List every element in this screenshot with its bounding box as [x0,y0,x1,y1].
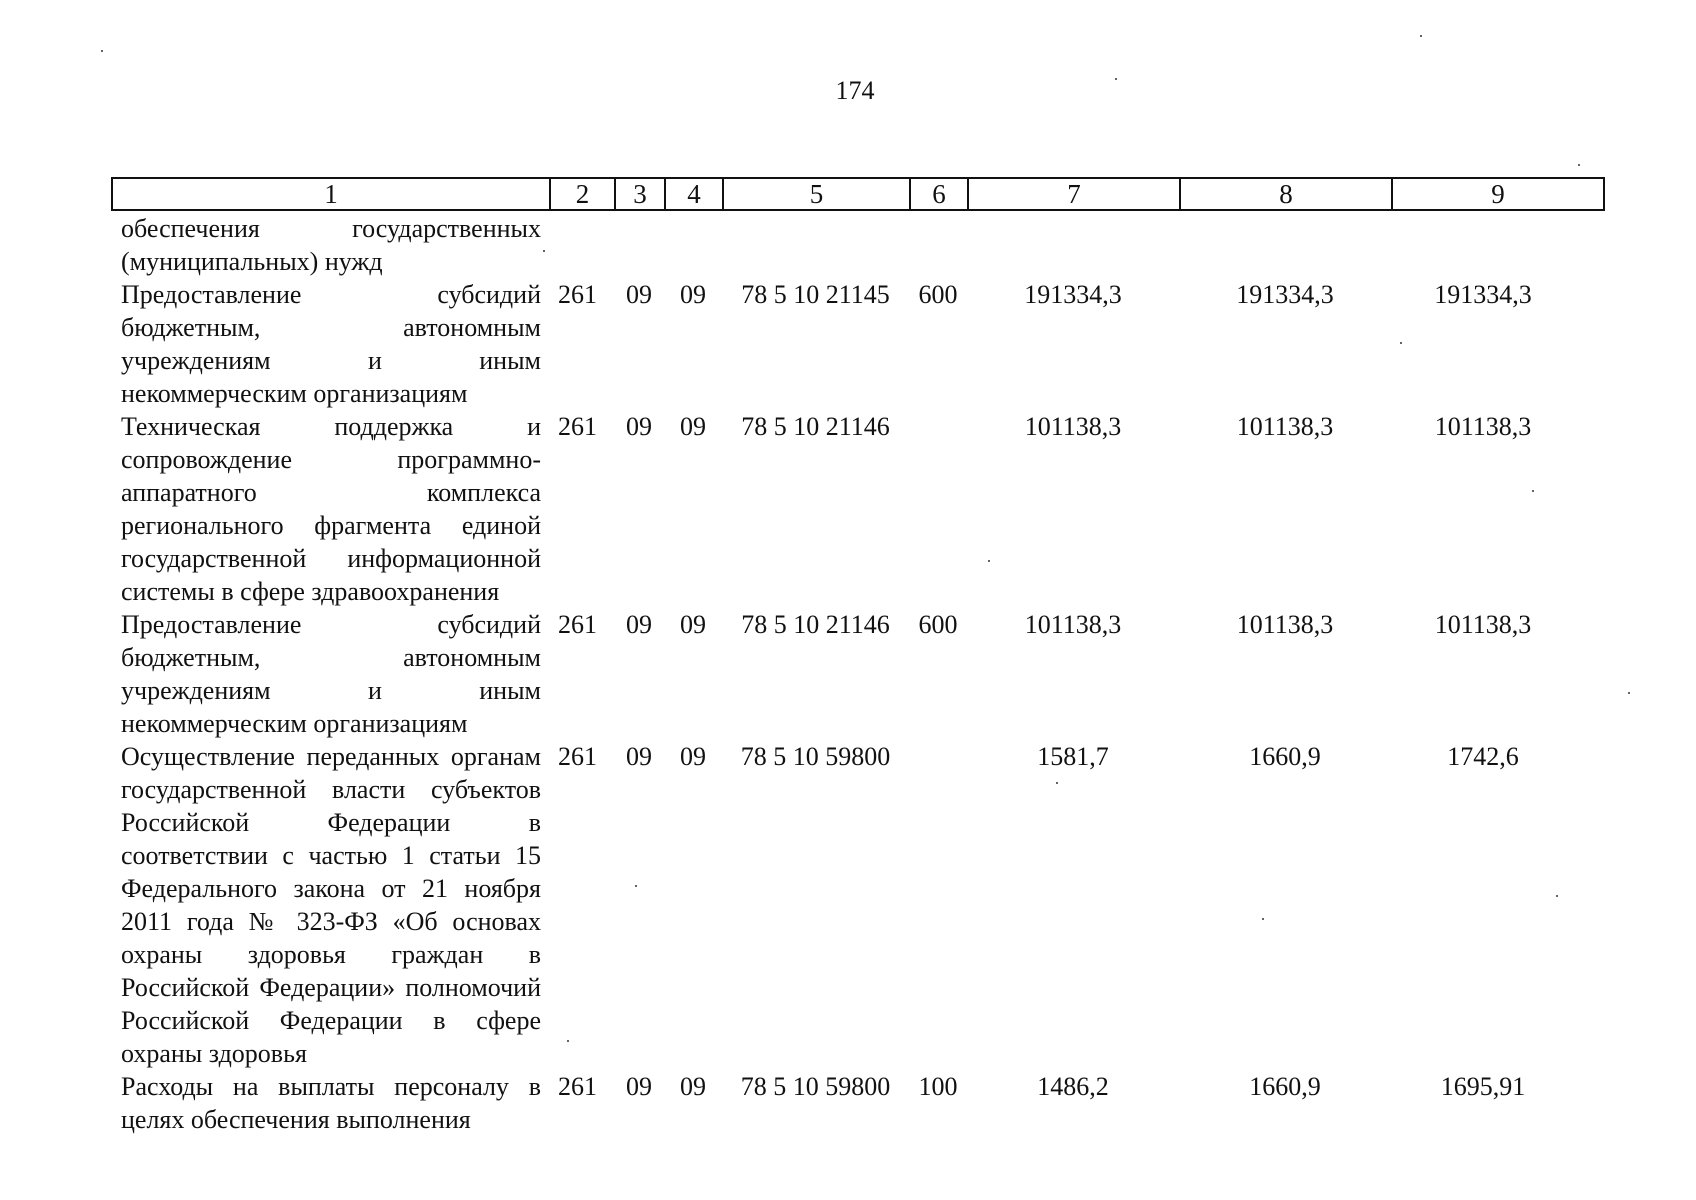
table-row [111,740,1605,1070]
row-col-3: 09 [626,1072,652,1101]
scan-speck [635,885,637,887]
scan-speck [1578,164,1580,166]
row-col-9 [1391,212,1605,278]
row-col-4: 09 [680,742,706,771]
row-col-6 [909,410,967,608]
row-col-9: 101138,3 [1434,412,1532,441]
header-col-4: 4 [666,179,724,209]
row-col-3: 09 [626,610,652,639]
row-col-5: 78 5 10 21146 [741,610,890,639]
row-description: Расходы на выплаты персоналу в целях обеспечения выполнения [121,1072,541,1134]
scan-speck [1556,895,1558,897]
header-col-2: 2 [551,179,616,209]
row-col-4: 09 [680,412,706,441]
header-col-9: 9 [1491,179,1505,209]
row-col-8: 101138,3 [1236,412,1334,441]
table-row [111,410,1605,608]
row-description: Предоставление субсидий бюджетным, автономным учреждениям и иным некоммерческим организациям [121,280,541,408]
scan-speck [1056,782,1058,784]
row-col-2: 261 [558,280,597,309]
row-col-4: 09 [680,1072,706,1101]
row-col-5 [722,212,909,278]
row-description: Предоставление субсидий бюджетным, автономным учреждениям и иным некоммерческим организациям [121,610,541,738]
scan-speck [567,1040,569,1042]
header-col-3: 3 [616,179,666,209]
row-description: Осуществление переданных органам государственной власти субъектов Российской Федерации в соответствии с частью 1 статьи 15 Федерального закона от 21 ноября 2011 года № 323-ФЗ «Об основах охраны здоровья граждан в Российской Федерации» полномочий Российской Федерации в сфере охраны здоровья [121,742,541,1068]
row-col-7: 1486,2 [1037,1072,1109,1101]
row-col-6: 100 [918,1072,958,1101]
row-col-6 [909,212,967,278]
row-col-7 [967,212,1179,278]
row-col-6: 600 [918,610,958,639]
row-col-2: 261 [558,1072,597,1101]
row-col-2: 261 [558,742,597,771]
table-row [111,608,1605,740]
row-col-6 [909,740,967,1070]
row-col-3: 09 [626,412,652,441]
row-col-3: 09 [626,742,652,771]
row-col-8: 1660,9 [1249,1072,1321,1101]
row-col-2: 261 [558,610,597,639]
scan-speck [1400,342,1402,344]
scan-speck [1115,78,1117,80]
row-col-4 [664,212,722,278]
row-col-4: 09 [680,280,706,309]
table-row [111,278,1605,410]
scan-speck [1262,918,1264,920]
row-col-3: 09 [626,280,652,309]
row-col-5: 78 5 10 21146 [741,412,890,441]
page-number: 174 [835,76,875,105]
row-col-2: 261 [558,412,597,441]
row-col-9: 191334,3 [1434,280,1532,309]
row-col-6: 600 [918,280,958,309]
table-row [111,1070,1605,1136]
row-col-7: 191334,3 [1024,280,1122,309]
scan-speck [988,560,990,562]
row-col-9: 1742,6 [1447,742,1519,771]
header-col-1: 1 [113,179,551,209]
row-col-8: 101138,3 [1236,610,1334,639]
header-col-5: 5 [724,179,911,209]
scan-speck [1532,490,1534,492]
row-col-5: 78 5 10 59800 [740,1072,891,1101]
row-col-9: 101138,3 [1434,610,1532,639]
row-description: обеспечения государственных (муниципальных) нужд [121,214,541,276]
row-col-2 [541,212,614,278]
row-col-8 [1179,212,1391,278]
table-body [111,212,1605,1136]
header-col-6: 6 [911,179,969,209]
row-col-9: 1695,91 [1440,1072,1526,1101]
row-col-8: 191334,3 [1236,280,1334,309]
header-col-7: 7 [969,179,1181,209]
scan-speck [101,50,103,52]
row-col-7: 1581,7 [1037,742,1109,771]
row-col-7: 101138,3 [1024,412,1122,441]
scan-speck [1420,35,1422,37]
row-description: Техническая поддержка и сопровождение программно-аппаратного комплекса регионального фрагмента единой государственной информационной системы в сфере здравоохранения [121,412,541,606]
scan-speck [543,250,545,252]
row-col-4: 09 [680,610,706,639]
scan-speck [1628,692,1630,694]
table-row [111,212,1605,278]
table-header [111,177,1605,211]
row-col-8: 1660,9 [1249,742,1321,771]
row-col-7: 101138,3 [1024,610,1122,639]
header-col-8: 8 [1181,179,1393,209]
row-col-5: 78 5 10 59800 [740,742,891,771]
row-col-3 [614,212,664,278]
row-col-5: 78 5 10 21145 [741,280,890,309]
